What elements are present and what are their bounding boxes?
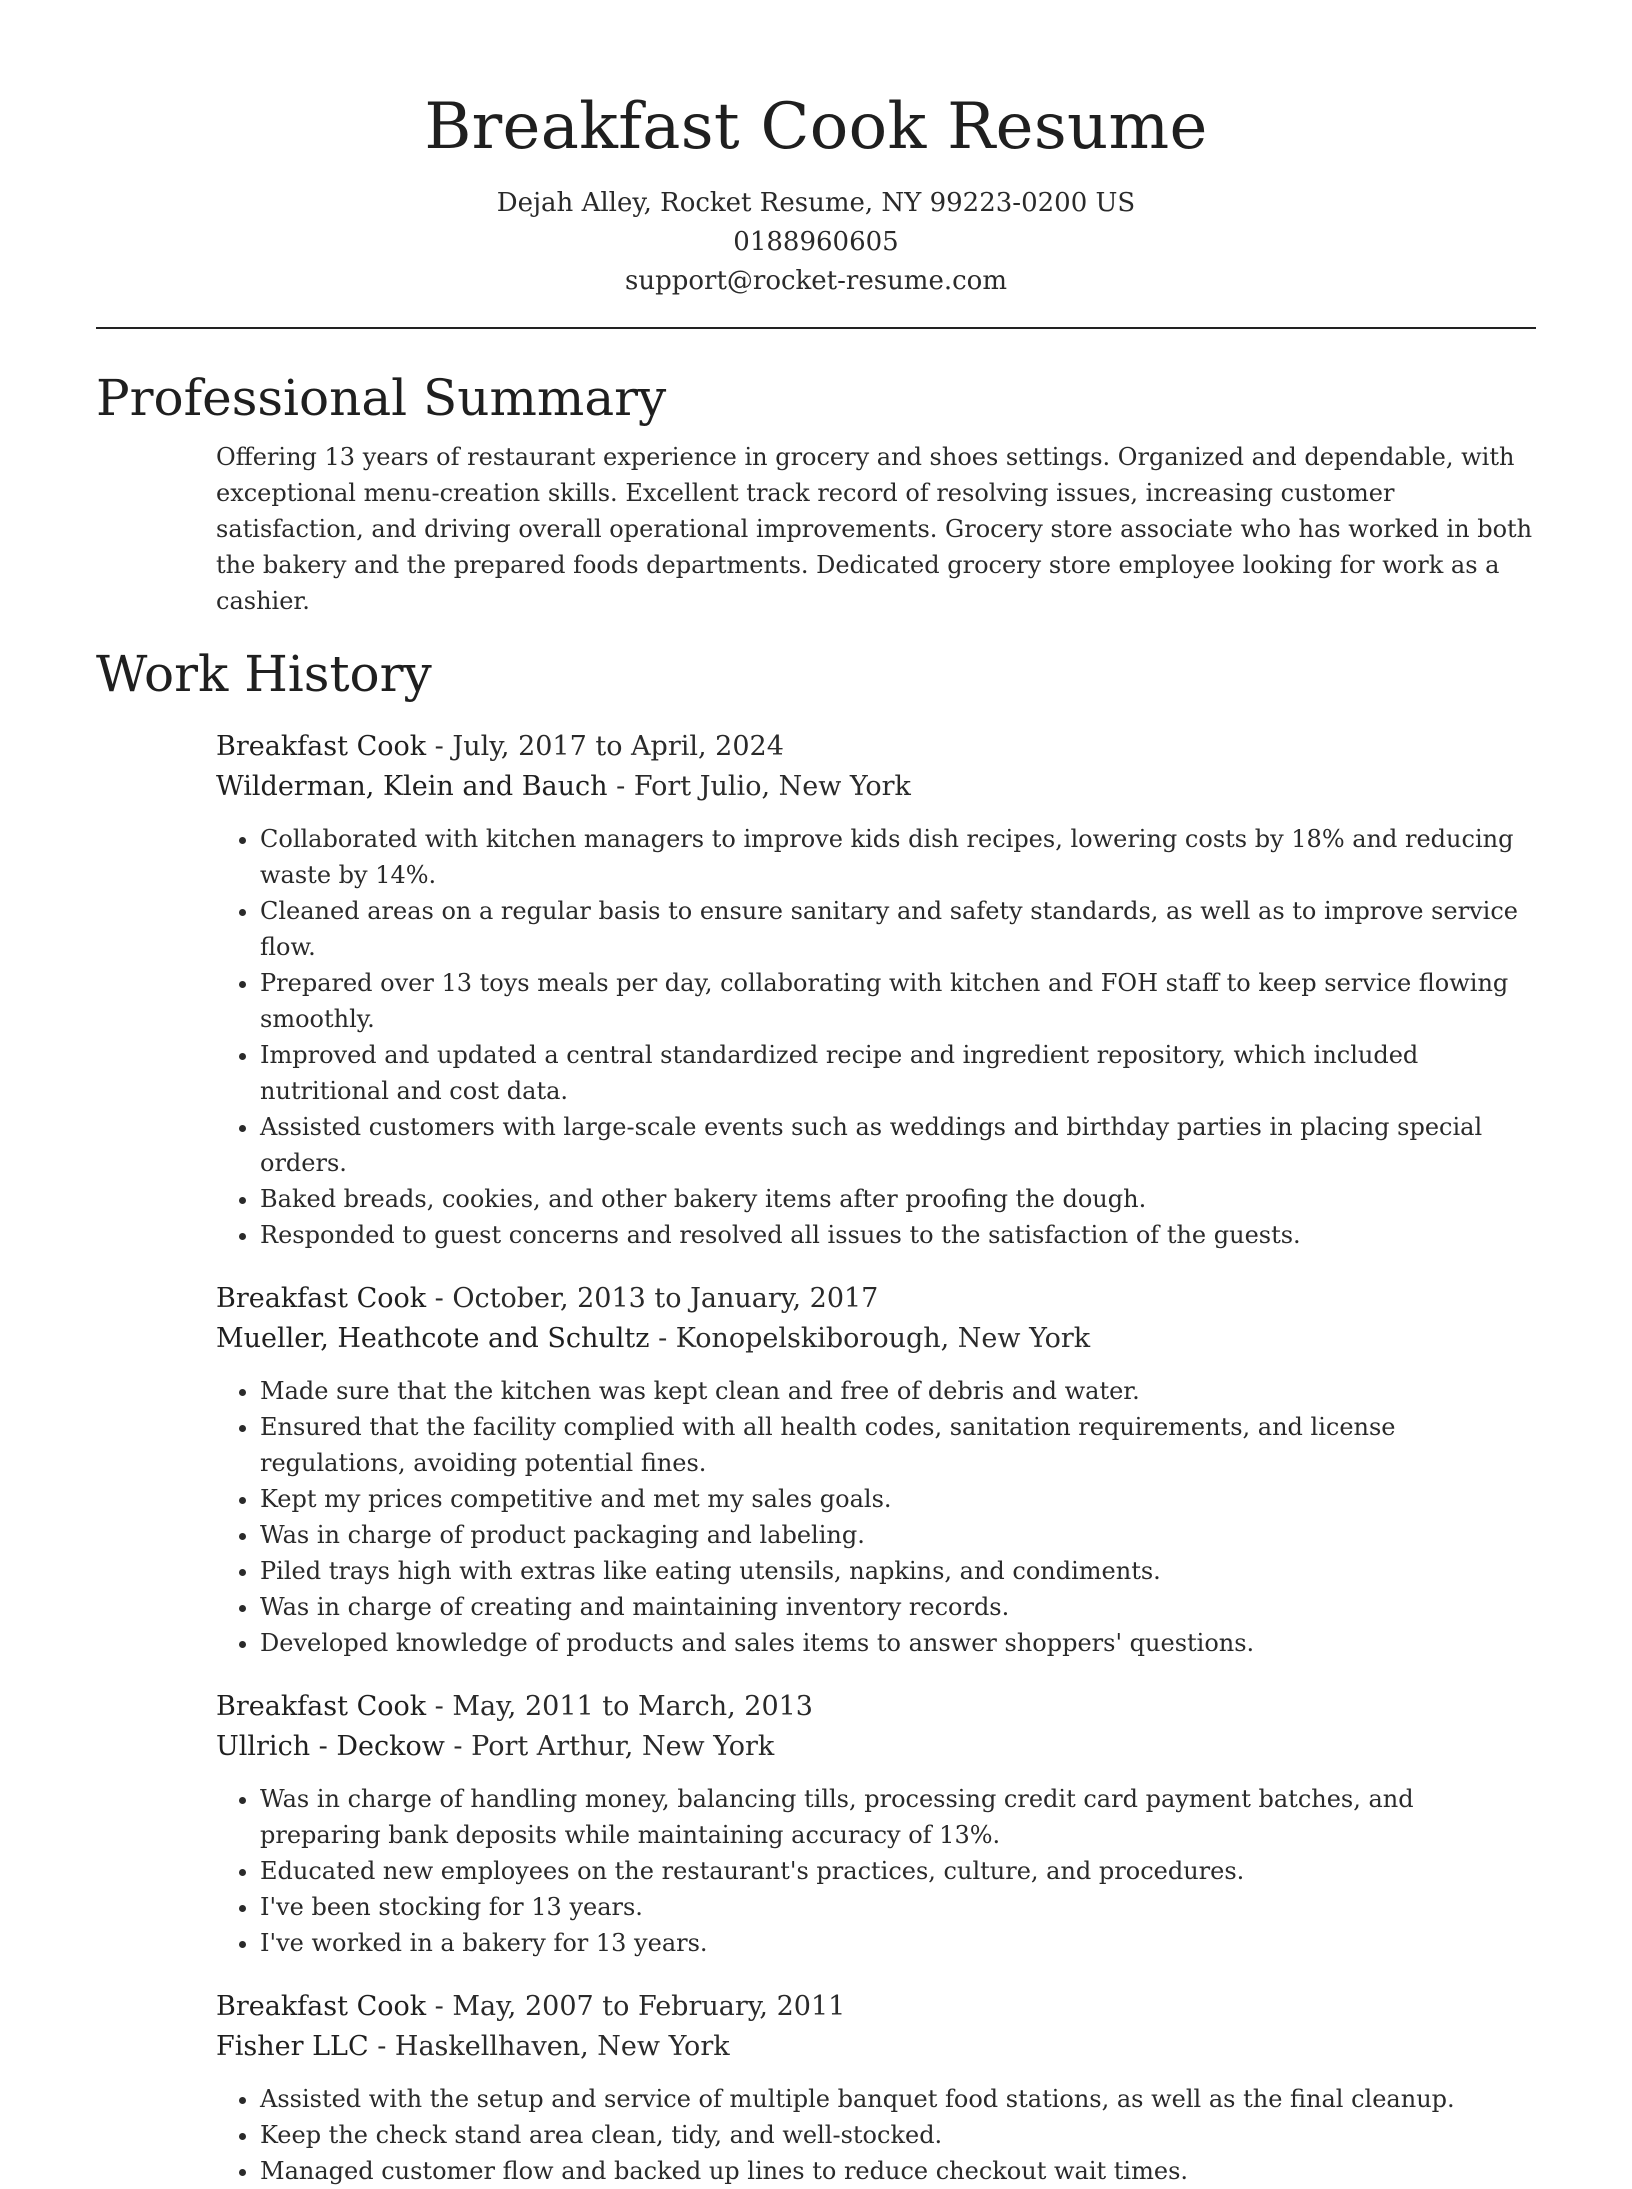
job-location: Port Arthur, New York bbox=[471, 1731, 775, 1762]
job-title-line: Breakfast Cook - May, 2011 to March, 2013 bbox=[216, 1691, 813, 1722]
job-title-line: Breakfast Cook - July, 2017 to April, 2024 bbox=[216, 731, 784, 762]
job-location: Fort Julio, New York bbox=[633, 771, 911, 802]
job-dates: May, 2011 to March, 2013 bbox=[452, 1691, 813, 1722]
job-bullet: • Collaborated with kitchen managers to improve kids dish recipes, lowering costs by 18% and reducing waste by 14%. bbox=[260, 821, 1536, 893]
job-entry bbox=[216, 727, 1536, 1253]
resume-title: Breakfast Cook Resume bbox=[424, 90, 1208, 164]
summary-text: Offering 13 years of restaurant experience in grocery and shoes settings. Organized and dependable, with exceptional menu-creation skills. Excellent track record of resolving issues, increasing customer satisfaction, and driving overall operational improvements. Grocery store associate who has worked in both the bakery and the prepared foods departments. Dedicated grocery store employee looking for work as a cashier. bbox=[216, 443, 1533, 615]
contact-email: support@rocket-resume.com bbox=[624, 266, 1007, 296]
job-location: Konopelskiborough, New York bbox=[675, 1323, 1091, 1354]
job-title: Breakfast Cook bbox=[216, 1691, 427, 1722]
job-bullet: • Assisted customers with large-scale events such as weddings and birthday parties in placing special orders. bbox=[260, 1109, 1536, 1181]
contact-phone: 0188960605 bbox=[733, 227, 899, 257]
job-bullet: • Prepared over 13 toys meals per day, collaborating with kitchen and FOH staff to keep service flowing smoothly. bbox=[260, 965, 1536, 1037]
job-company-line: Wilderman, Klein and Bauch - Fort Julio, New York bbox=[216, 771, 911, 802]
job-title-line: Breakfast Cook - October, 2013 to January, 2017 bbox=[216, 1283, 879, 1314]
job-bullet: • Cleaned areas on a regular basis to ensure sanitary and safety standards, as well as to improve service flow. bbox=[260, 893, 1536, 965]
job-location: Haskellhaven, New York bbox=[394, 2031, 730, 2062]
job-bullet: • Was in charge of product packaging and labeling. bbox=[260, 1517, 1536, 1553]
job-title: Breakfast Cook bbox=[216, 1991, 427, 2022]
job-bullet: • Keep the check stand area clean, tidy, and well-stocked. bbox=[260, 2117, 1536, 2153]
contact-address: Dejah Alley, Rocket Resume, NY 99223-0200 US bbox=[496, 188, 1136, 218]
contact-block bbox=[96, 184, 1536, 301]
job-bullet: • I've worked in a bakery for 13 years. bbox=[260, 1925, 1536, 1961]
job-company-line: Ullrich - Deckow - Port Arthur, New York bbox=[216, 1731, 775, 1762]
header-divider bbox=[96, 327, 1536, 329]
job-entry bbox=[216, 1279, 1536, 1661]
job-bullet-list bbox=[216, 1373, 1536, 1661]
job-bullet: • Piled trays high with extras like eating utensils, napkins, and condiments. bbox=[260, 1553, 1536, 1589]
job-bullet: • I've been stocking for 13 years. bbox=[260, 1889, 1536, 1925]
job-company: Mueller, Heathcote and Schultz bbox=[216, 1323, 650, 1354]
work-history-heading: Work History bbox=[96, 645, 432, 703]
job-dates: July, 2017 to April, 2024 bbox=[452, 731, 784, 762]
job-dates: October, 2013 to January, 2017 bbox=[452, 1283, 879, 1314]
job-entry bbox=[216, 1987, 1536, 2189]
job-bullet: • Kept my prices competitive and met my sales goals. bbox=[260, 1481, 1536, 1517]
job-company: Ullrich - Deckow bbox=[216, 1731, 445, 1762]
job-bullet-list bbox=[216, 1781, 1536, 1961]
job-bullet: • Managed customer flow and backed up lines to reduce checkout wait times. bbox=[260, 2153, 1536, 2189]
job-company-line: Fisher LLC - Haskellhaven, New York bbox=[216, 2031, 730, 2062]
job-bullet: • Responded to guest concerns and resolved all issues to the satisfaction of the guests. bbox=[260, 1217, 1536, 1253]
job-bullet-list bbox=[216, 2081, 1536, 2189]
job-company: Wilderman, Klein and Bauch bbox=[216, 771, 608, 802]
job-bullet: • Developed knowledge of products and sales items to answer shoppers' questions. bbox=[260, 1625, 1536, 1661]
summary-heading: Professional Summary bbox=[96, 369, 667, 427]
job-bullet: • Made sure that the kitchen was kept clean and free of debris and water. bbox=[260, 1373, 1536, 1409]
job-bullet: • Baked breads, cookies, and other bakery items after proofing the dough. bbox=[260, 1181, 1536, 1217]
job-bullet: • Was in charge of creating and maintaining inventory records. bbox=[260, 1589, 1536, 1625]
job-entry bbox=[216, 1687, 1536, 1961]
job-bullet: • Ensured that the facility complied with all health codes, sanitation requirements, and license regulations, avoiding potential fines. bbox=[260, 1409, 1536, 1481]
job-title: Breakfast Cook bbox=[216, 731, 427, 762]
job-title: Breakfast Cook bbox=[216, 1283, 427, 1314]
job-bullet: • Educated new employees on the restaurant's practices, culture, and procedures. bbox=[260, 1853, 1536, 1889]
job-bullet-list bbox=[216, 821, 1536, 1253]
job-bullet: • Was in charge of handling money, balancing tills, processing credit card payment batches, and preparing bank deposits while maintaining accuracy of 13%. bbox=[260, 1781, 1536, 1853]
job-title-line: Breakfast Cook - May, 2007 to February, 2011 bbox=[216, 1991, 846, 2022]
job-company: Fisher LLC bbox=[216, 2031, 369, 2062]
job-company-line: Mueller, Heathcote and Schultz - Konopelskiborough, New York bbox=[216, 1323, 1091, 1354]
job-bullet: • Assisted with the setup and service of multiple banquet food stations, as well as the final cleanup. bbox=[260, 2081, 1536, 2117]
job-dates: May, 2007 to February, 2011 bbox=[452, 1991, 846, 2022]
resume-page bbox=[96, 0, 1536, 2189]
work-history-list bbox=[216, 727, 1536, 2189]
job-bullet: • Improved and updated a central standardized recipe and ingredient repository, which included nutritional and cost data. bbox=[260, 1037, 1536, 1109]
